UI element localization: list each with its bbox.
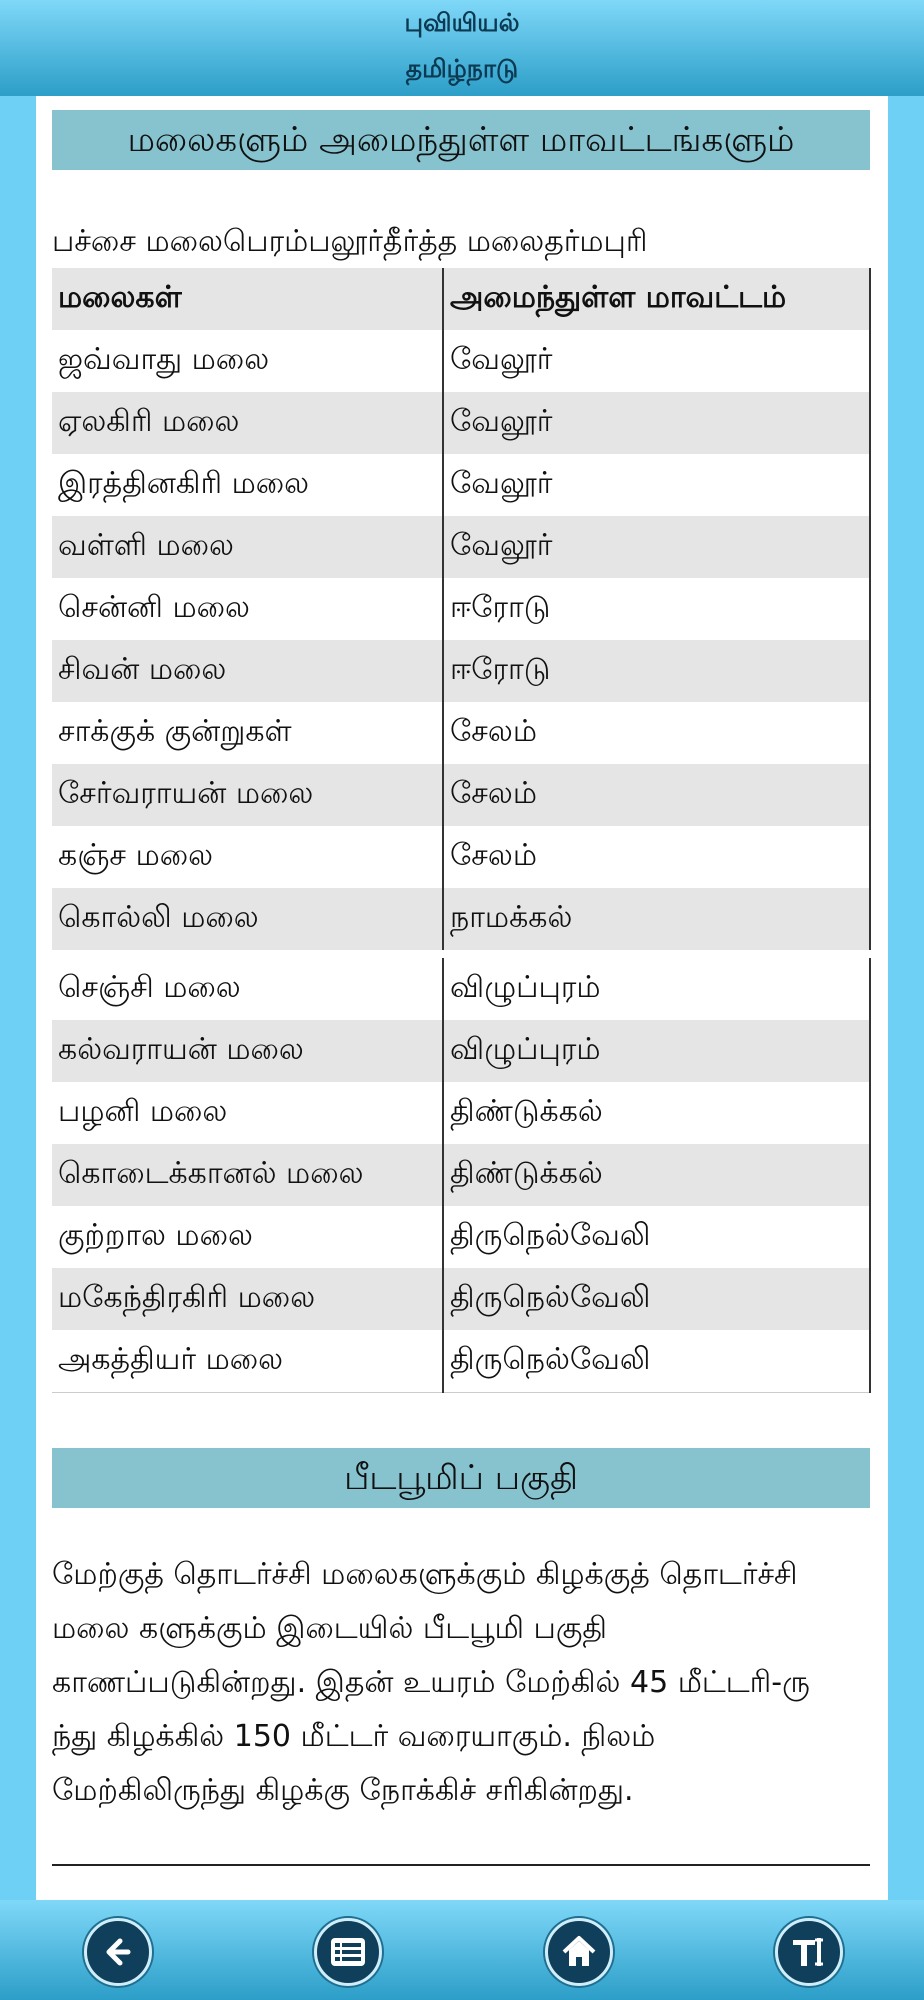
list-icon bbox=[329, 1935, 367, 1969]
table-row bbox=[52, 1082, 870, 1144]
district-name: சேலம் bbox=[443, 826, 870, 888]
hill-name: மகேந்திரகிரி மலை bbox=[52, 1268, 443, 1330]
table-row bbox=[52, 954, 870, 1020]
hill-name: கஞ்ச மலை bbox=[52, 826, 443, 888]
table-row bbox=[52, 392, 870, 454]
bottom-navigation-bar bbox=[0, 1900, 924, 2000]
district-name: வேலூர் bbox=[443, 392, 870, 454]
hill-name: பழனி மலை bbox=[52, 1082, 443, 1144]
district-name: திருநெல்வேலி bbox=[443, 1268, 870, 1330]
district-name: திருநெல்வேலி bbox=[443, 1330, 870, 1393]
paragraph-line: காணப்படுகின்றது. இதன் உயரம் மேற்கில் 45 மீட்டரி-ரு bbox=[52, 1665, 810, 1700]
table-row bbox=[52, 1206, 870, 1268]
hill-name: வள்ளி மலை bbox=[52, 516, 443, 578]
table-row bbox=[52, 330, 870, 392]
page-subtitle: தமிழ்நாடு bbox=[405, 54, 519, 83]
hill-name: ஜவ்வாது மலை bbox=[52, 330, 443, 392]
menu-button[interactable] bbox=[314, 1918, 382, 1986]
hill-name: சாக்குக் குன்றுகள் bbox=[52, 702, 443, 764]
table-row bbox=[52, 1144, 870, 1206]
divider bbox=[52, 1864, 870, 1866]
hills-section-heading: மலைகளும் அமைந்துள்ள மாவட்டங்களும் bbox=[52, 110, 870, 170]
table-row bbox=[52, 888, 870, 954]
district-name: சேலம் bbox=[443, 764, 870, 826]
table-row bbox=[52, 826, 870, 888]
hill-name: அகத்தியர் மலை bbox=[52, 1330, 443, 1393]
district-name: சேலம் bbox=[443, 702, 870, 764]
hill-name: குற்றால மலை bbox=[52, 1206, 443, 1268]
district-name: ஈரோடு bbox=[443, 578, 870, 640]
district-name: விழுப்புரம் bbox=[443, 954, 870, 1020]
font-size-button[interactable] bbox=[775, 1918, 843, 1986]
app-title: புவியியல் bbox=[404, 8, 520, 37]
column-header-hills: மலைகள் bbox=[52, 268, 443, 330]
back-button[interactable] bbox=[84, 1918, 152, 1986]
district-name: வேலூர் bbox=[443, 454, 870, 516]
district-name: நாமக்கல் bbox=[443, 888, 870, 954]
district-name: வேலூர் bbox=[443, 516, 870, 578]
table-row bbox=[52, 1330, 870, 1393]
district-name: திண்டுக்கல் bbox=[443, 1082, 870, 1144]
column-header-district: அமைந்துள்ள மாவட்டம் bbox=[443, 268, 870, 330]
district-name: விழுப்புரம் bbox=[443, 1020, 870, 1082]
district-name: திண்டுக்கல் bbox=[443, 1144, 870, 1206]
hill-name: கொடைக்கானல் மலை bbox=[52, 1144, 443, 1206]
top-header bbox=[0, 0, 924, 96]
plateau-paragraph bbox=[52, 1548, 874, 1818]
arrow-left-icon bbox=[100, 1934, 136, 1970]
hill-name: கல்வராயன் மலை bbox=[52, 1020, 443, 1082]
hill-name: சேர்வராயன் மலை bbox=[52, 764, 443, 826]
home-icon bbox=[560, 1934, 598, 1970]
hill-name: சென்னி மலை bbox=[52, 578, 443, 640]
content-panel bbox=[36, 96, 888, 1900]
table-row bbox=[52, 578, 870, 640]
paragraph-line: மலை களுக்கும் இடையில் பீடபூமி பகுதி bbox=[52, 1611, 607, 1646]
table-row bbox=[52, 764, 870, 826]
hill-name: சிவன் மலை bbox=[52, 640, 443, 702]
text-size-icon bbox=[789, 1934, 829, 1970]
table-row bbox=[52, 516, 870, 578]
plateau-section-heading: பீடபூமிப் பகுதி bbox=[52, 1448, 870, 1508]
district-name: திருநெல்வேலி bbox=[443, 1206, 870, 1268]
table-row bbox=[52, 454, 870, 516]
district-name: வேலூர் bbox=[443, 330, 870, 392]
table-row bbox=[52, 640, 870, 702]
paragraph-line: மேற்கிலிருந்து கிழக்கு நோக்கிச் சரிகின்றது. bbox=[52, 1773, 634, 1808]
hill-name: செஞ்சி மலை bbox=[52, 954, 443, 1020]
table-row bbox=[52, 1268, 870, 1330]
table-row bbox=[52, 1020, 870, 1082]
paragraph-line: மேற்குத் தொடர்ச்சி மலைகளுக்கும் கிழக்குத் தொடர்ச்சி bbox=[52, 1557, 798, 1592]
hill-name: ஏலகிரி மலை bbox=[52, 392, 443, 454]
hill-name: இரத்தினகிரி மலை bbox=[52, 454, 443, 516]
hill-name: கொல்லி மலை bbox=[52, 888, 443, 954]
hills-intro-text: பச்சை மலைபெரம்பலூர்தீர்த்த மலைதர்மபுரி bbox=[52, 224, 648, 259]
district-name: ஈரோடு bbox=[443, 640, 870, 702]
paragraph-line: ந்து கிழக்கில் 150 மீட்டர் வரையாகும். நிலம் bbox=[52, 1719, 656, 1754]
table-row bbox=[52, 702, 870, 764]
table-header-row bbox=[52, 268, 870, 330]
home-button[interactable] bbox=[545, 1918, 613, 1986]
hills-table bbox=[52, 268, 871, 1393]
